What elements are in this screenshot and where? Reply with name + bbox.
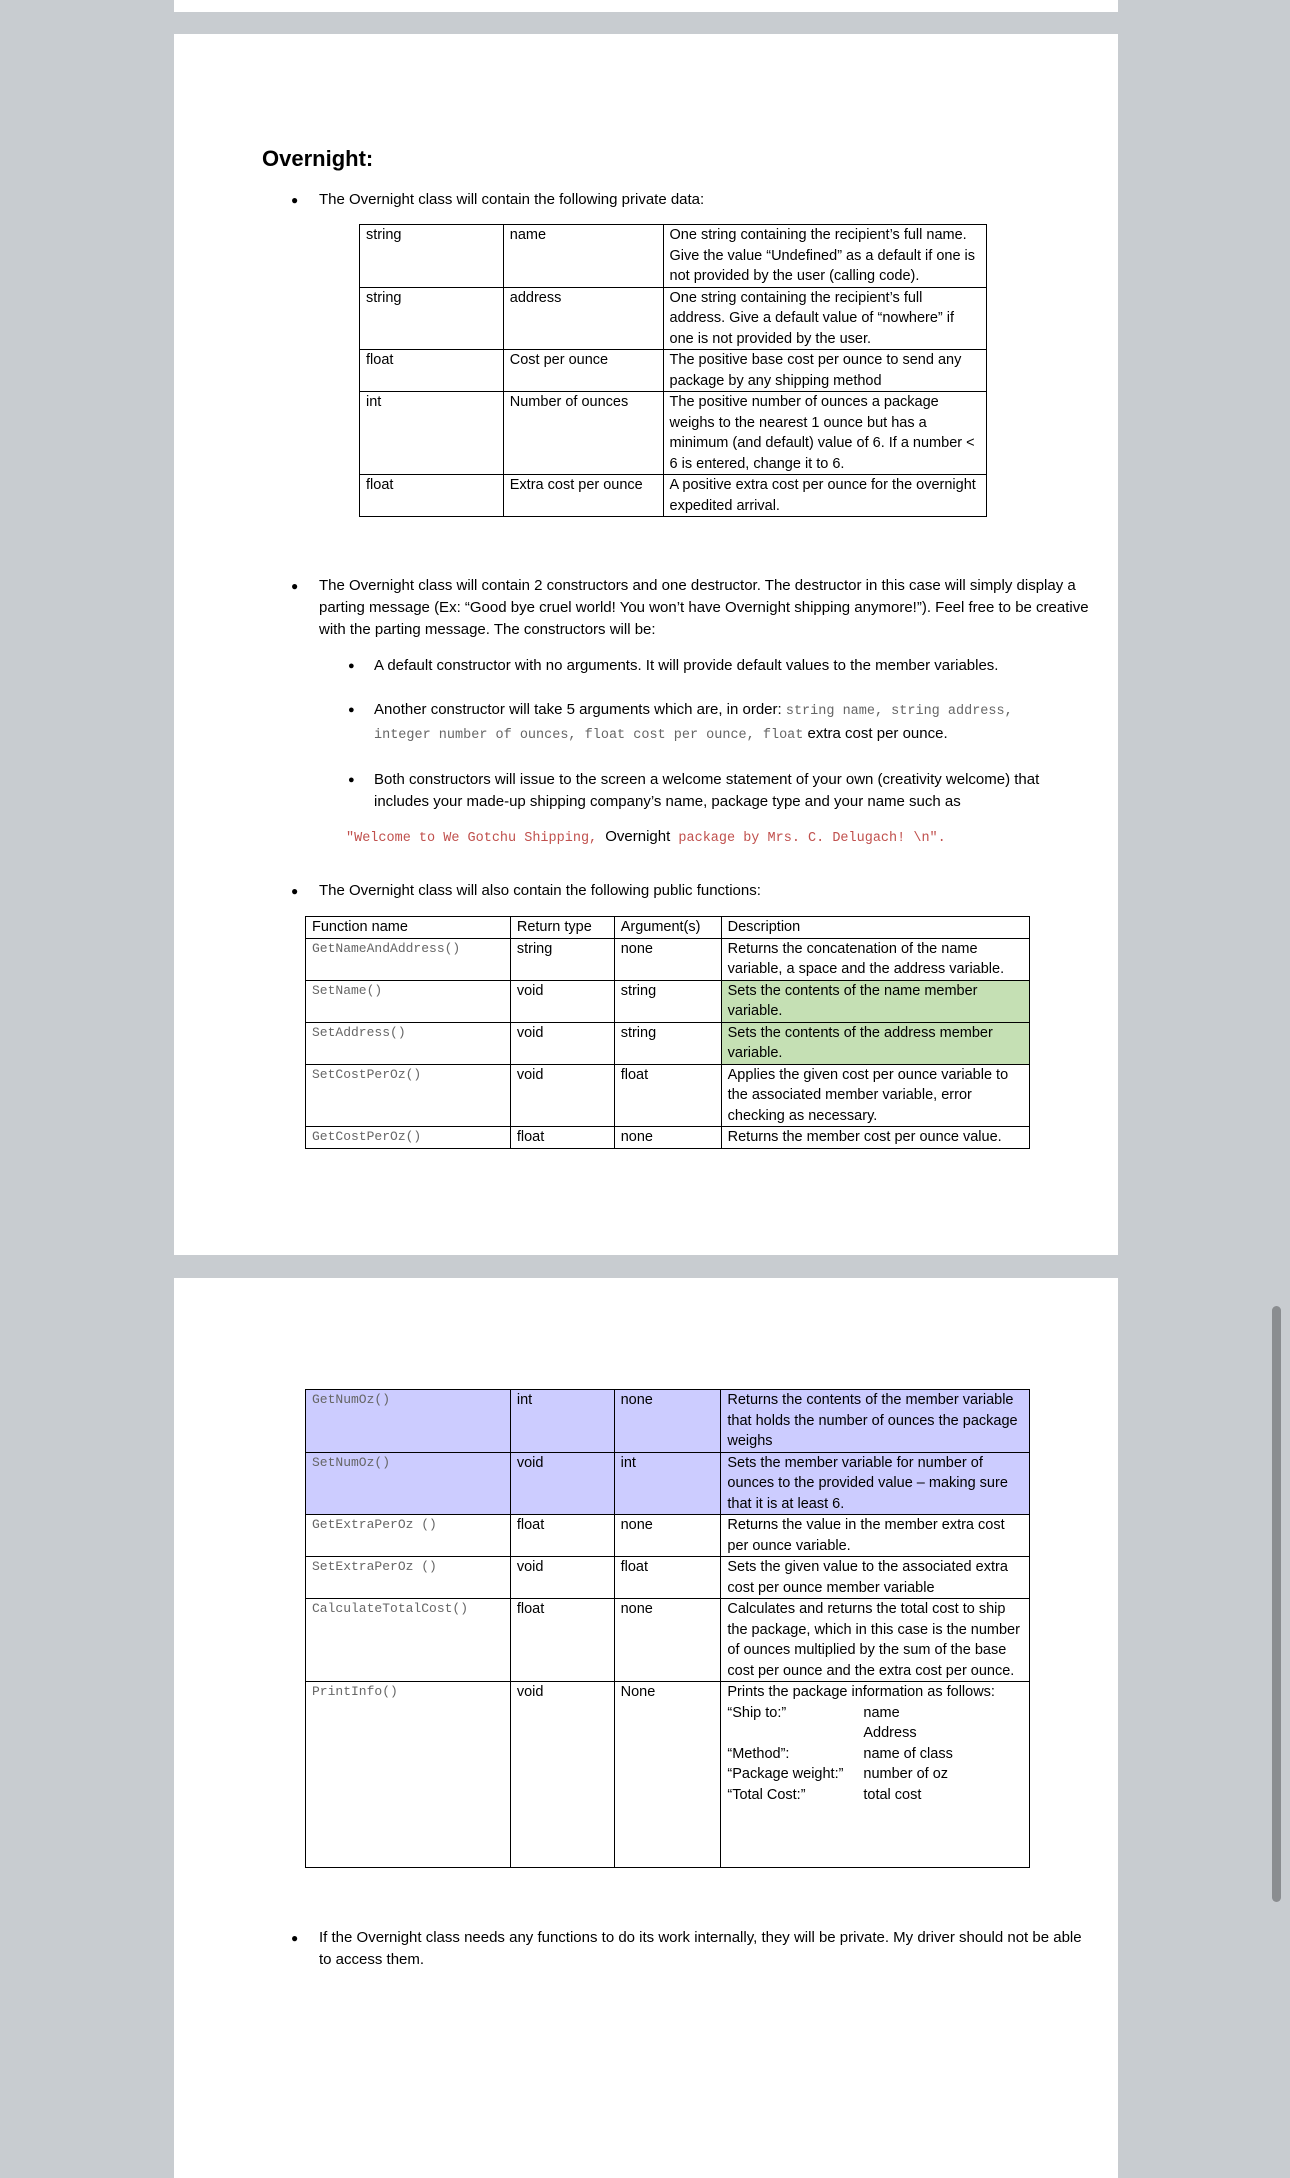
return-type-cell: int xyxy=(510,1390,614,1453)
private-desc-cell: A positive extra cost per ounce for the overnight expedited arrival. xyxy=(663,475,986,517)
return-type-cell: void xyxy=(510,1682,614,1868)
bullet-dot: ● xyxy=(348,704,355,716)
bullet-public-intro xyxy=(291,880,1079,902)
public-intro-text: The Overnight class will also contain the following public functions: xyxy=(319,882,761,899)
function-name-cell: SetNumOz() xyxy=(306,1452,511,1515)
function-name-cell: GetNumOz() xyxy=(306,1390,511,1453)
private-desc-cell: The positive base cost per ounce to send any package by any shipping method xyxy=(663,350,986,392)
private-type-cell: string xyxy=(360,225,504,288)
header-description: Description xyxy=(721,917,1029,939)
function-row xyxy=(306,1064,1030,1127)
vertical-scrollbar[interactable] xyxy=(1272,1306,1281,1902)
arguments-cell: float xyxy=(614,1064,721,1127)
welcome-code-part2: package by Mrs. C. Delugach! \n". xyxy=(670,831,946,846)
description-cell xyxy=(721,1557,1030,1599)
bullet-dot: ● xyxy=(291,193,299,207)
printinfo-line xyxy=(727,1703,1023,1724)
sub-bullet-another xyxy=(348,699,1054,747)
printinfo-label: “Total Cost:” xyxy=(727,1786,806,1803)
function-row xyxy=(306,938,1030,980)
printinfo-line xyxy=(727,1785,1023,1806)
function-row xyxy=(306,1515,1030,1557)
function-name-cell: SetAddress() xyxy=(306,1022,511,1064)
printinfo-label: “Method”: xyxy=(727,1745,790,1762)
welcome-example xyxy=(346,826,1106,850)
function-row xyxy=(306,1022,1030,1064)
sub-bullet-both xyxy=(348,769,1084,813)
function-name-cell: CalculateTotalCost() xyxy=(306,1599,511,1682)
description-text: Returns the concatenation of the name variable, a space and the address variable. xyxy=(727,940,1005,977)
both-constructors-text: Both constructors will issue to the screen a welcome statement of your own (creativity welcome) that includes your made-up shipping company’s name, package type and your name such as xyxy=(374,771,1040,810)
function-name-cell: SetCostPerOz() xyxy=(306,1064,511,1127)
function-row xyxy=(306,1599,1030,1682)
private-name-cell: Number of ounces xyxy=(503,392,663,475)
printinfo-label: “Ship to:” xyxy=(727,1704,787,1721)
document-page-1 xyxy=(174,34,1118,1255)
arguments-cell: none xyxy=(614,1127,721,1149)
header-return-type: Return type xyxy=(510,917,614,939)
function-row xyxy=(306,1557,1030,1599)
header-function-name: Function name xyxy=(306,917,511,939)
private-name-cell: name xyxy=(503,225,663,288)
description-text: Returns the contents of the member variable that holds the number of ounces the package weighs xyxy=(727,1392,1018,1449)
bullet-private-intro xyxy=(291,189,1079,211)
printinfo-value: name of class xyxy=(863,1745,953,1762)
private-desc-cell: One string containing the recipient’s full address. Give a default value of “nowhere” if one is not provided by the user. xyxy=(663,287,986,350)
description-text: Sets the contents of the address member variable. xyxy=(727,1024,993,1061)
description-cell xyxy=(721,1064,1029,1127)
document-page-2 xyxy=(174,1278,1118,2178)
bullet-dot: ● xyxy=(291,579,299,593)
function-name-cell: GetNameAndAddress() xyxy=(306,938,511,980)
printinfo-line xyxy=(727,1744,1023,1765)
description-cell xyxy=(721,1515,1030,1557)
previous-page xyxy=(174,0,1118,12)
default-constructor-text: A default constructor with no arguments. It will provide default values to the member variables. xyxy=(374,657,999,674)
description-cell xyxy=(721,1599,1030,1682)
arguments-cell: none xyxy=(614,1390,721,1453)
printinfo-line xyxy=(727,1723,1023,1744)
arguments-cell: none xyxy=(614,1599,721,1682)
description-text: Applies the given cost per ounce variable to the associated member variable, error checking as necessary. xyxy=(727,1066,1009,1124)
private-desc-cell: The positive number of ounces a package weighs to the nearest 1 ounce but has a minimum (and default) value of 6. If a number < 6 is entered, change it to 6. xyxy=(663,392,986,475)
arguments-cell: string xyxy=(614,980,721,1022)
description-cell xyxy=(721,980,1029,1022)
private-desc-cell: One string containing the recipient’s full name. Give the value “Undefined” as a default if one is not provided by the user (calling code). xyxy=(663,225,986,288)
arguments-cell: none xyxy=(614,938,721,980)
arguments-cell: string xyxy=(614,1022,721,1064)
description-cell xyxy=(721,1127,1029,1149)
printinfo-value: number of oz xyxy=(863,1766,949,1782)
welcome-class-name: Overnight xyxy=(605,828,671,845)
description-text: Prints the package information as follows: xyxy=(727,1684,995,1700)
description-text: Sets the given value to the associated extra cost per ounce member variable xyxy=(727,1559,1008,1596)
bullet-dot: ● xyxy=(348,660,355,672)
private-name-cell: Cost per ounce xyxy=(503,350,663,392)
description-text: Calculates and returns the total cost to ship the package, which in this case is the number of ounces multiplied by the sum of the base cost per ounce and the extra cost per ounce. xyxy=(727,1601,1020,1679)
private-name-cell: address xyxy=(503,287,663,350)
function-row xyxy=(306,1390,1030,1453)
return-type-cell: void xyxy=(510,1022,614,1064)
printinfo-label xyxy=(727,1723,863,1744)
public-functions-table-2 xyxy=(305,1389,1030,1868)
private-data-row xyxy=(360,350,987,392)
private-type-cell: float xyxy=(360,350,504,392)
description-text: Sets the contents of the name member variable. xyxy=(727,982,978,1019)
return-type-cell: float xyxy=(510,1599,614,1682)
private-type-cell: float xyxy=(360,475,504,517)
function-name-cell: PrintInfo() xyxy=(306,1682,511,1868)
bullet-constructors xyxy=(291,575,1089,641)
description-cell xyxy=(721,1022,1029,1064)
private-data-row xyxy=(360,225,987,288)
private-data-row xyxy=(360,475,987,517)
description-cell xyxy=(721,1390,1030,1453)
printinfo-line xyxy=(727,1764,1023,1785)
welcome-code-part1: "Welcome to We Gotchu Shipping, xyxy=(346,831,606,846)
table-header-row xyxy=(306,917,1030,939)
private-functions-text: If the Overnight class needs any functions to do its work internally, they will be private. My driver should not be able to access them. xyxy=(319,1929,1082,1968)
printinfo-value: Address xyxy=(863,1725,917,1741)
function-name-cell: SetName() xyxy=(306,980,511,1022)
arguments-cell: None xyxy=(614,1682,721,1868)
description-text: Returns the member cost per ounce value. xyxy=(727,1129,1002,1145)
return-type-cell: void xyxy=(510,980,614,1022)
another-constructor-suffix: extra cost per ounce. xyxy=(803,725,948,742)
private-data-row xyxy=(360,392,987,475)
private-type-cell: int xyxy=(360,392,504,475)
return-type-cell: string xyxy=(510,938,614,980)
arguments-cell: none xyxy=(614,1515,721,1557)
description-cell xyxy=(721,1452,1030,1515)
another-constructor-prefix: Another constructor will take 5 arguments which are, in order: xyxy=(374,701,786,718)
description-text: Returns the value in the member extra cost per ounce variable. xyxy=(727,1517,1005,1554)
return-type-cell: void xyxy=(510,1452,614,1515)
printinfo-value: total cost xyxy=(863,1786,922,1803)
function-row xyxy=(306,1682,1030,1868)
section-title: Overnight: xyxy=(262,146,374,171)
description-text: Sets the member variable for number of ounces to the provided value – making sure that it is at least 6. xyxy=(727,1454,1008,1512)
function-name-cell: GetExtraPerOz () xyxy=(306,1515,511,1557)
function-name-cell: SetExtraPerOz () xyxy=(306,1557,511,1599)
printinfo-value: name xyxy=(863,1704,900,1721)
function-name-cell: GetCostPerOz() xyxy=(306,1127,511,1149)
printinfo-label: “Package weight:” xyxy=(727,1766,844,1782)
bullet-dot: ● xyxy=(291,884,299,898)
constructors-text: The Overnight class will contain 2 constructors and one destructor. The destructor in this case will simply display a parting message (Ex: “Good bye cruel world! You won’t have Overnight shipping anymore!”). Feel free to be creative with the parting message. The constructors will be: xyxy=(319,577,1089,638)
arguments-cell: int xyxy=(614,1452,721,1515)
private-data-row xyxy=(360,287,987,350)
bullet-private-functions xyxy=(291,1927,1089,1971)
function-row xyxy=(306,980,1030,1022)
return-type-cell: void xyxy=(510,1557,614,1599)
header-arguments: Argument(s) xyxy=(614,917,721,939)
return-type-cell: float xyxy=(510,1127,614,1149)
public-functions-table-1 xyxy=(305,916,1030,1149)
function-row xyxy=(306,1127,1030,1149)
sub-bullet-default xyxy=(348,655,1089,677)
bullet-dot: ● xyxy=(348,774,355,786)
private-intro-text: The Overnight class will contain the following private data: xyxy=(319,191,705,208)
description-cell xyxy=(721,938,1029,980)
return-type-cell: void xyxy=(510,1064,614,1127)
bullet-dot: ● xyxy=(291,1931,299,1945)
private-type-cell: string xyxy=(360,287,504,350)
private-data-table xyxy=(359,224,987,517)
private-name-cell: Extra cost per ounce xyxy=(503,475,663,517)
arguments-cell: float xyxy=(614,1557,721,1599)
return-type-cell: float xyxy=(510,1515,614,1557)
constructor-args-code: string name, string address, integer number of ounces, float cost per ounce, float xyxy=(374,704,1013,743)
description-cell xyxy=(721,1682,1030,1868)
function-row xyxy=(306,1452,1030,1515)
